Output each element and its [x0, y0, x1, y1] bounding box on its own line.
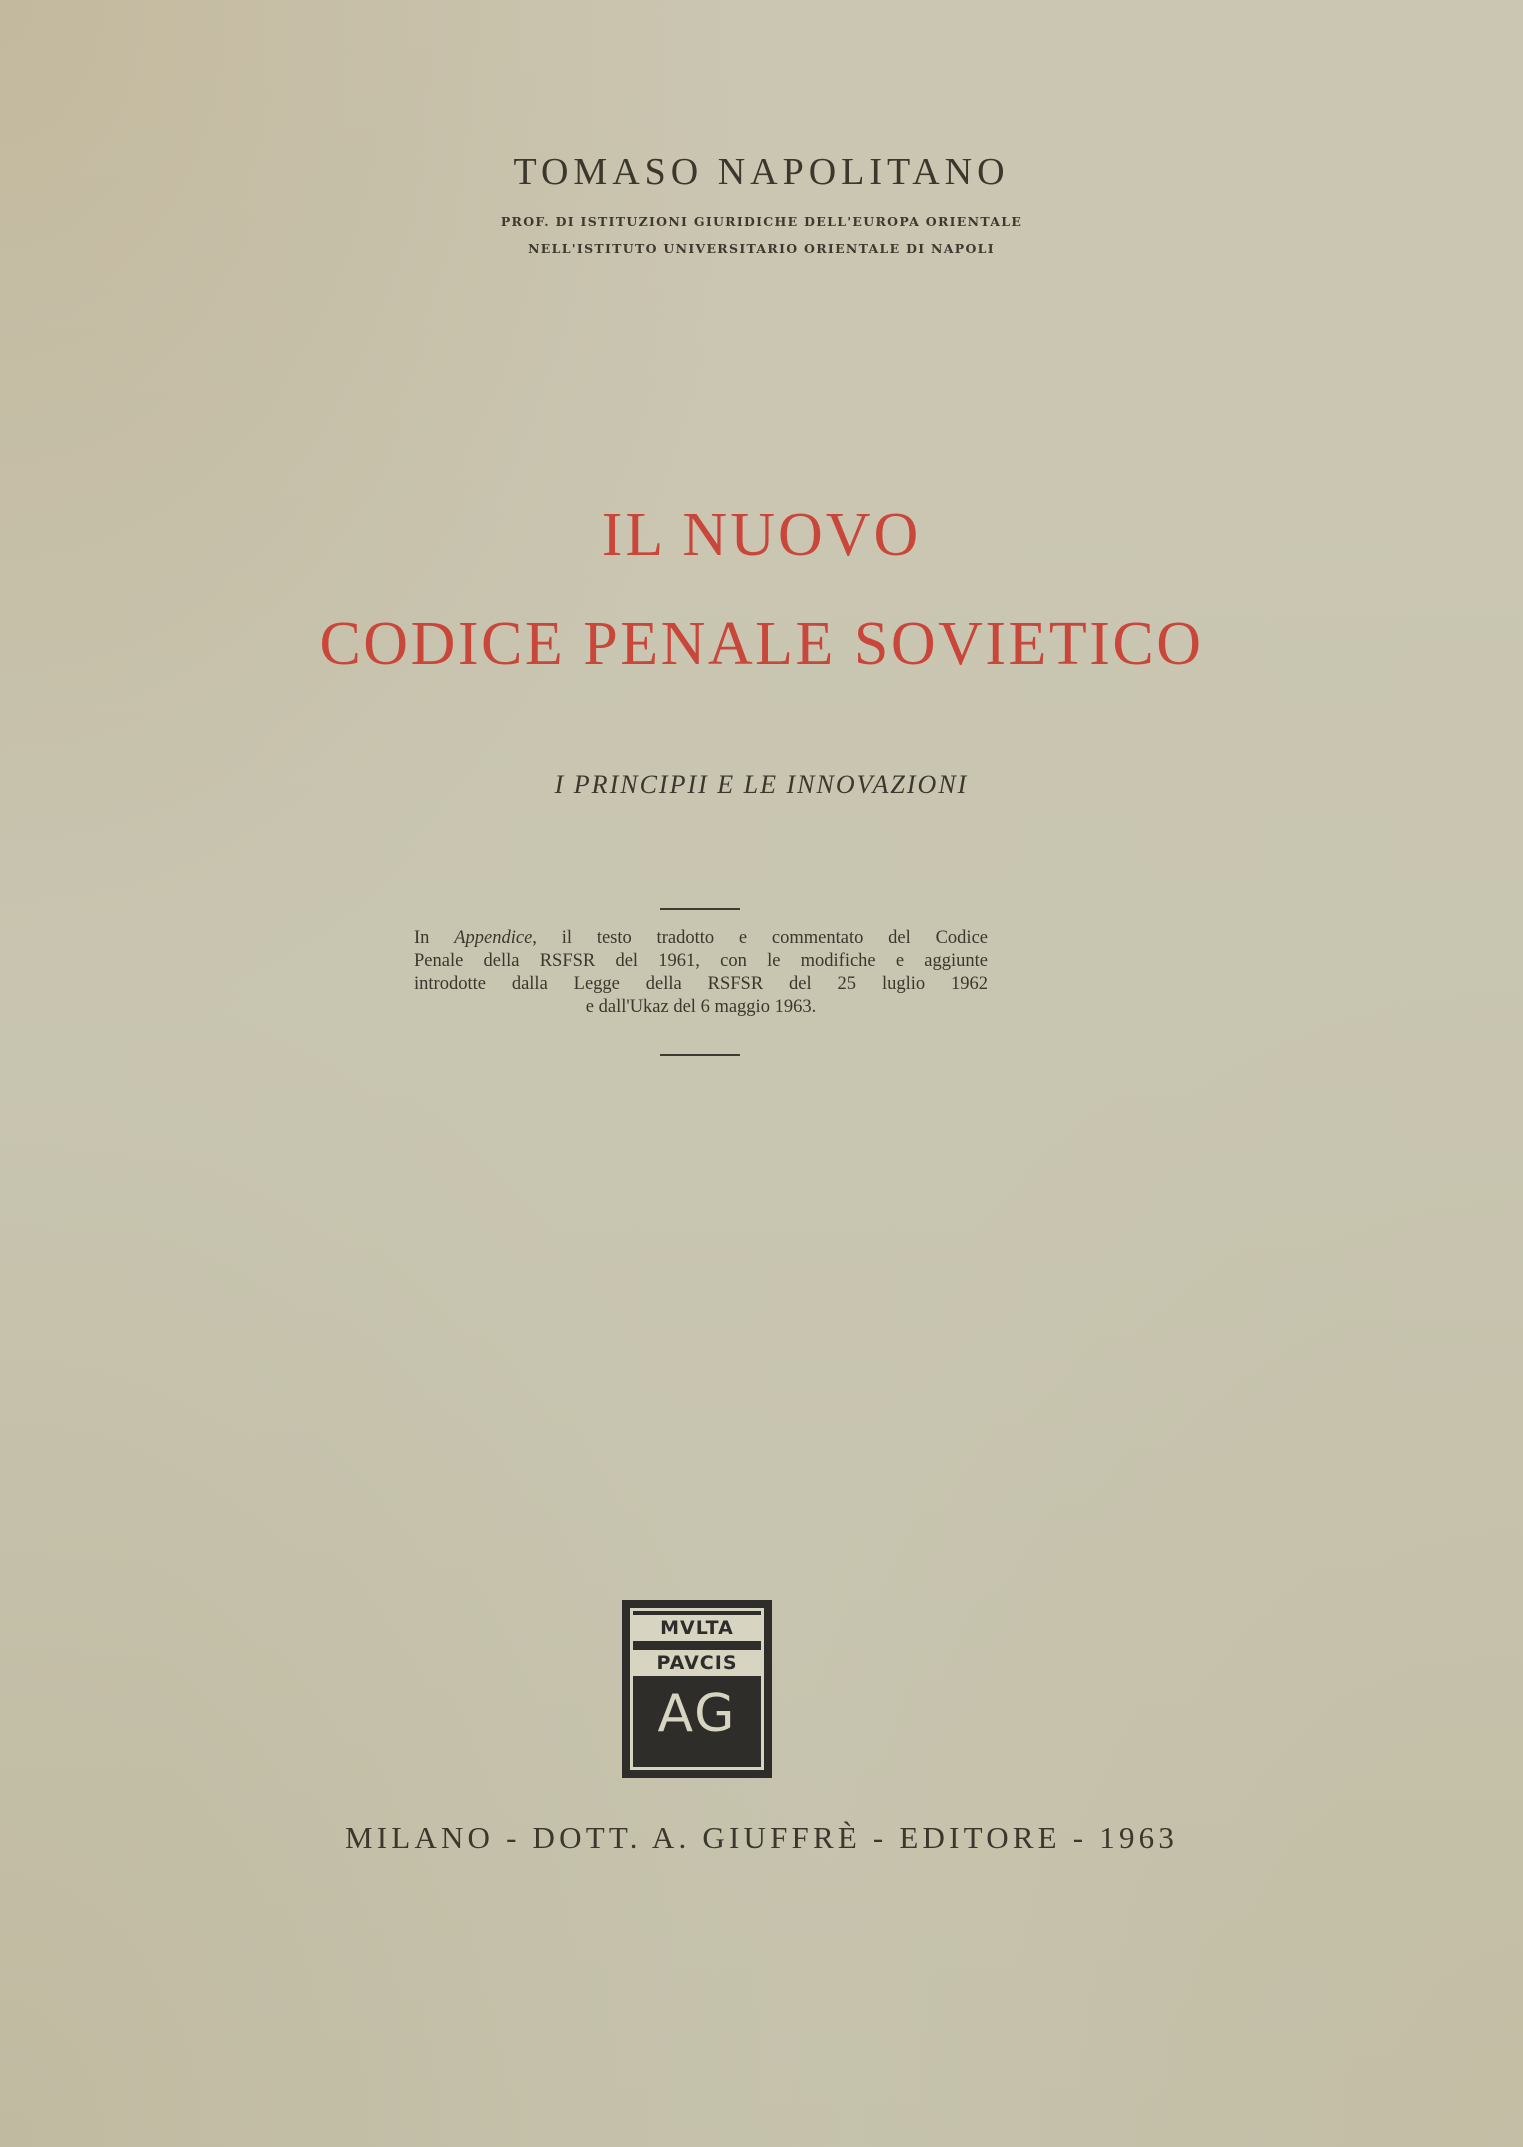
author-name: TOMASO NAPOLITANO	[513, 151, 1010, 193]
logo-motto-line-2: PAVCIS	[630, 1650, 764, 1676]
appendix-note	[414, 927, 988, 1019]
book-subtitle: I PRINCIPII E LE INNOVAZIONI	[554, 770, 969, 799]
appendix-line-1	[414, 927, 988, 950]
author-affiliation-line-1: PROF. DI ISTITUZIONI GIURIDICHE DELL'EUROPA ORIENTALE	[500, 214, 1023, 229]
divider-rule-bottom	[660, 1054, 740, 1056]
logo-motto-line-1: MVLTA	[630, 1615, 764, 1641]
publisher-imprint: MILANO - DOTT. A. GIUFFRÈ - EDITORE - 1963	[344, 1820, 1179, 1855]
appendix-line-4: e dall'Ukaz del 6 maggio 1963.	[585, 997, 817, 1017]
author-affiliation-line-2: NELL'ISTITUTO UNIVERSITARIO ORIENTALE DI NAPOLI	[528, 241, 995, 256]
appendix-line-2: Penale della RSFSR del 1961, con le modifiche e aggiunte	[414, 951, 988, 971]
logo-monogram: AG	[657, 1684, 737, 1744]
divider-rule-top	[660, 908, 740, 910]
appendix-italic-word: Appendice	[454, 928, 533, 948]
appendix-line-1-rest: , il testo tradotto e commentato del Codice	[532, 928, 988, 948]
appendix-line-3: introdotte dalla Legge della RSFSR del 25 luglio 1962	[414, 974, 988, 994]
book-title-line-2: CODICE PENALE SOVIETICO	[319, 610, 1204, 678]
book-title-line-1: IL NUOVO	[601, 501, 922, 569]
appendix-intro: In	[414, 928, 455, 948]
publisher-logo	[622, 1600, 772, 1778]
